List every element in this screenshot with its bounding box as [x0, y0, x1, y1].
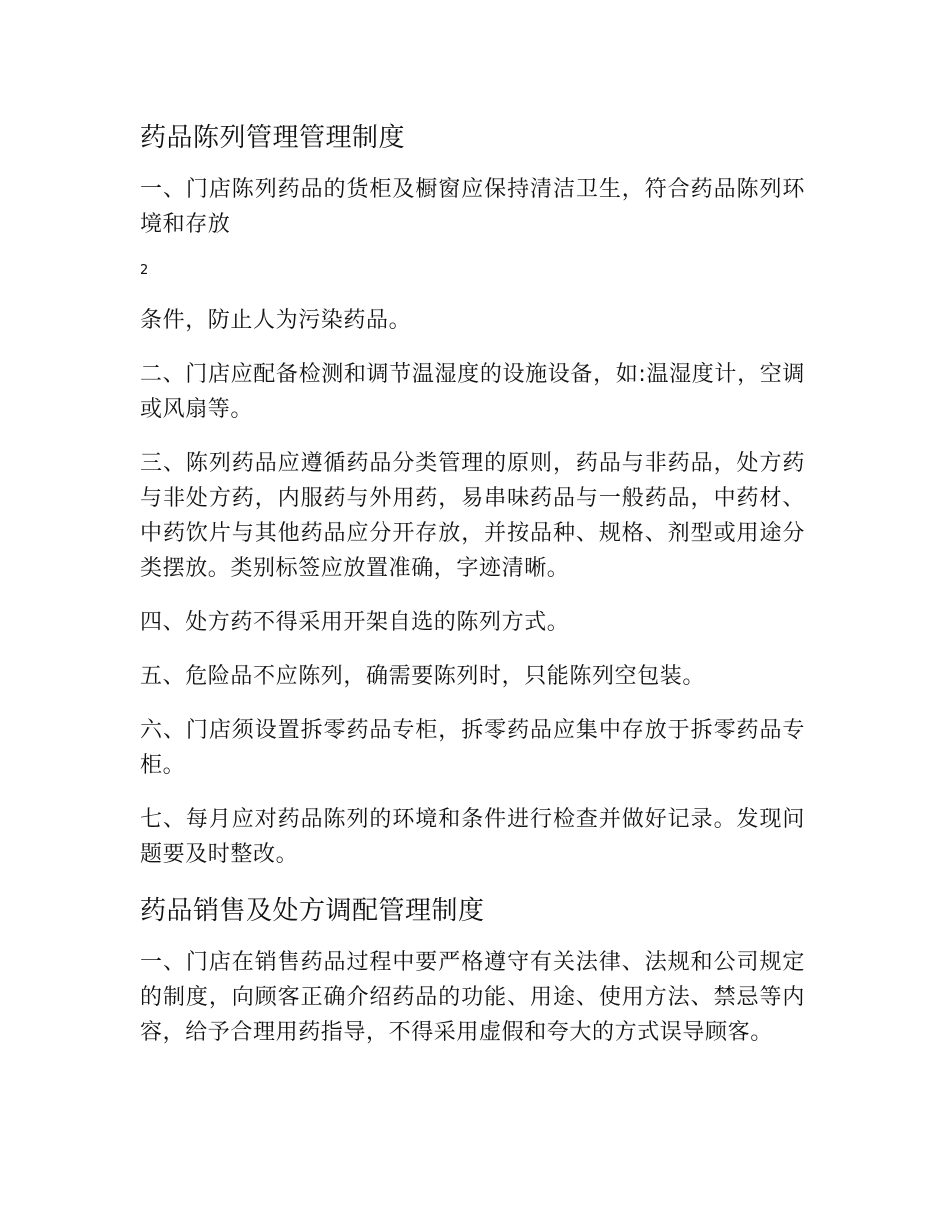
- display-item-1: 一、门店陈列药品的货柜及橱窗应保持清洁卫生，符合药品陈列环境和存放: [140, 177, 805, 237]
- page-number: 2: [140, 263, 149, 278]
- section-title-display: 药品陈列管理管理制度: [140, 123, 406, 153]
- sales-item-1: 一、门店在销售药品过程中要严格遵守有关法律、法规和公司规定的制度，向顾客正确介绍药品的功能、用途、使用方法、禁忌等内容，给予合理用药指导，不得采用虚假和夸大的方式误导顾客。: [140, 950, 805, 1045]
- display-item-2: 二、门店应配备检测和调节温湿度的设施设备，如:温湿度计，空调或风扇等。: [140, 362, 805, 422]
- display-item-1-continued: 条件，防止人为污染药品。: [140, 308, 412, 333]
- document-page: [140, 118, 805, 1069]
- display-item-5: 五、危险品不应陈列，确需要陈列时，只能陈列空包装。: [140, 664, 706, 689]
- display-item-3: 三、陈列药品应遵循药品分类管理的原则，药品与非药品，处方药与非处方药，内服药与外用药，易串味药品与一般药品，中药材、中药饮片与其他药品应分开存放，并按品种、规格、剂型或用途分类摆放。类别标签应放置准确，字迹清晰。: [140, 451, 805, 581]
- section-title-sales: 药品销售及处方调配管理制度: [140, 896, 485, 926]
- display-item-4: 四、处方药不得采用开架自选的陈列方式。: [140, 610, 570, 635]
- display-item-7: 七、每月应对药品陈列的环境和条件进行检查并做好记录。发现问题要及时整改。: [140, 807, 805, 867]
- display-item-6: 六、门店须设置拆零药品专柜，拆零药品应集中存放于拆零药品专柜。: [140, 718, 805, 778]
